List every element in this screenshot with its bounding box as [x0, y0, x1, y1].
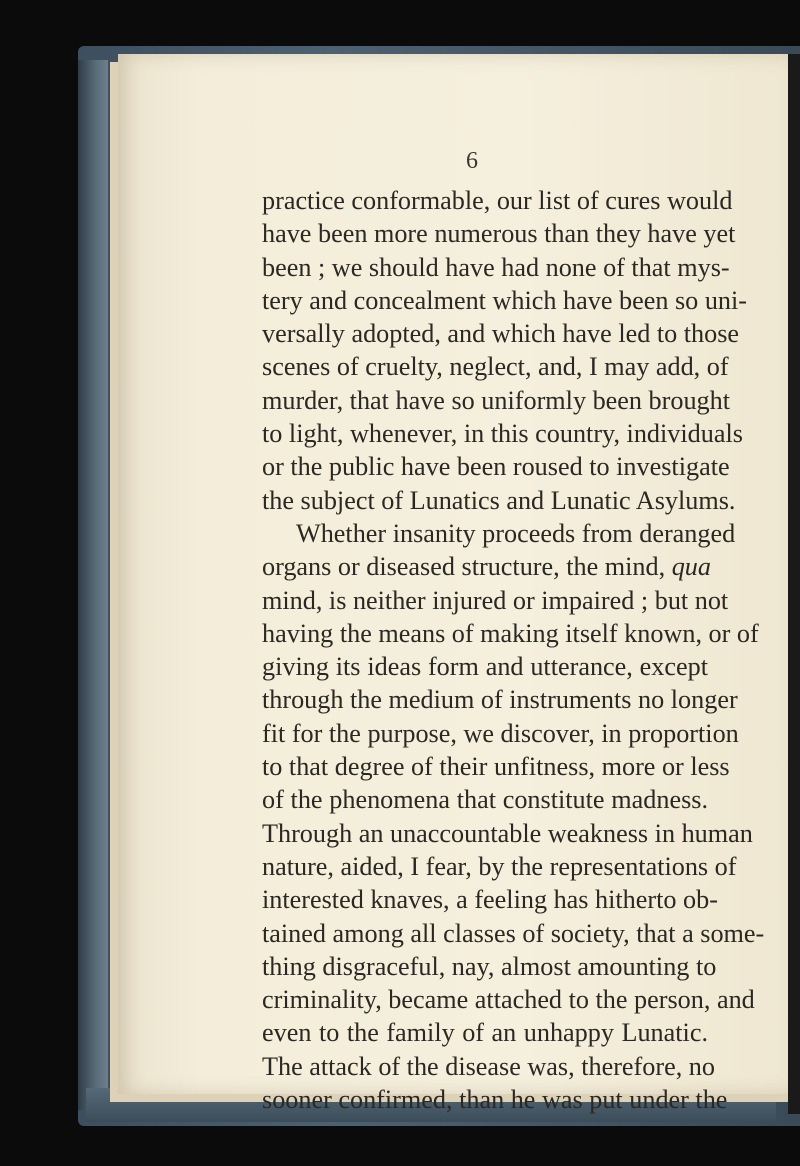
text-line: The attack of the disease was, therefore, no	[262, 1051, 715, 1081]
text-line: versally adopted, and which have led to those	[262, 319, 740, 349]
text-line: criminality, became attached to the person, and	[262, 985, 755, 1015]
text-line: scenes of cruelty, neglect, and, I may add, of	[262, 352, 729, 382]
text-line: even to the family of an unhappy Lunatic.	[262, 1018, 708, 1048]
text-line: Through an unaccountable weakness in human	[262, 818, 753, 848]
text-line: sooner confirmed, than he was put under the	[262, 1085, 728, 1115]
right-shadow-edge	[788, 54, 800, 1114]
text-line: practice conformable, our list of cures would	[262, 186, 733, 215]
text-line: mind, is neither injured or impaired ; but not	[262, 585, 729, 615]
text-line: been ; we should have had none of that mys-	[262, 252, 730, 282]
text-line: murder, that have so uniformly been brought	[262, 385, 731, 415]
text-line: to light, whenever, in this country, individuals	[262, 419, 743, 449]
text-line: through the medium of instruments no longer	[262, 685, 738, 715]
text-line: thing disgraceful, nay, almost amounting to	[262, 951, 717, 981]
book-spine-edge	[78, 60, 108, 1110]
text-line: Whether insanity proceeds from deranged	[296, 518, 736, 548]
text-line: giving its ideas form and utterance, except	[262, 652, 708, 682]
text-line-with-italic	[262, 550, 711, 583]
text-line: nature, aided, I fear, by the representations of	[262, 851, 737, 881]
text-line: the subject of Lunatics and Lunatic Asylums.	[262, 485, 736, 515]
text-line: tained among all classes of society, that a some-	[262, 918, 765, 948]
text-line: of the phenomena that constitute madness.	[262, 785, 708, 815]
text-line: tery and concealment which have been so uni-	[262, 285, 748, 315]
page-number: 6	[466, 148, 478, 174]
text-segment: organs or diseased structure, the mind,	[262, 552, 666, 582]
body-text	[262, 184, 765, 1116]
text-line: interested knaves, a feeling has hitherto ob-	[262, 885, 718, 915]
text-line: fit for the purpose, we discover, in proportion	[262, 718, 739, 748]
text-line: have been more numerous than they have yet	[262, 219, 736, 249]
italic-word: qua	[671, 552, 711, 582]
text-line: having the means of making itself known, or of	[262, 618, 759, 648]
text-line: to that degree of their unfitness, more or less	[262, 752, 730, 782]
text-line: or the public have been roused to investigate	[262, 452, 730, 482]
